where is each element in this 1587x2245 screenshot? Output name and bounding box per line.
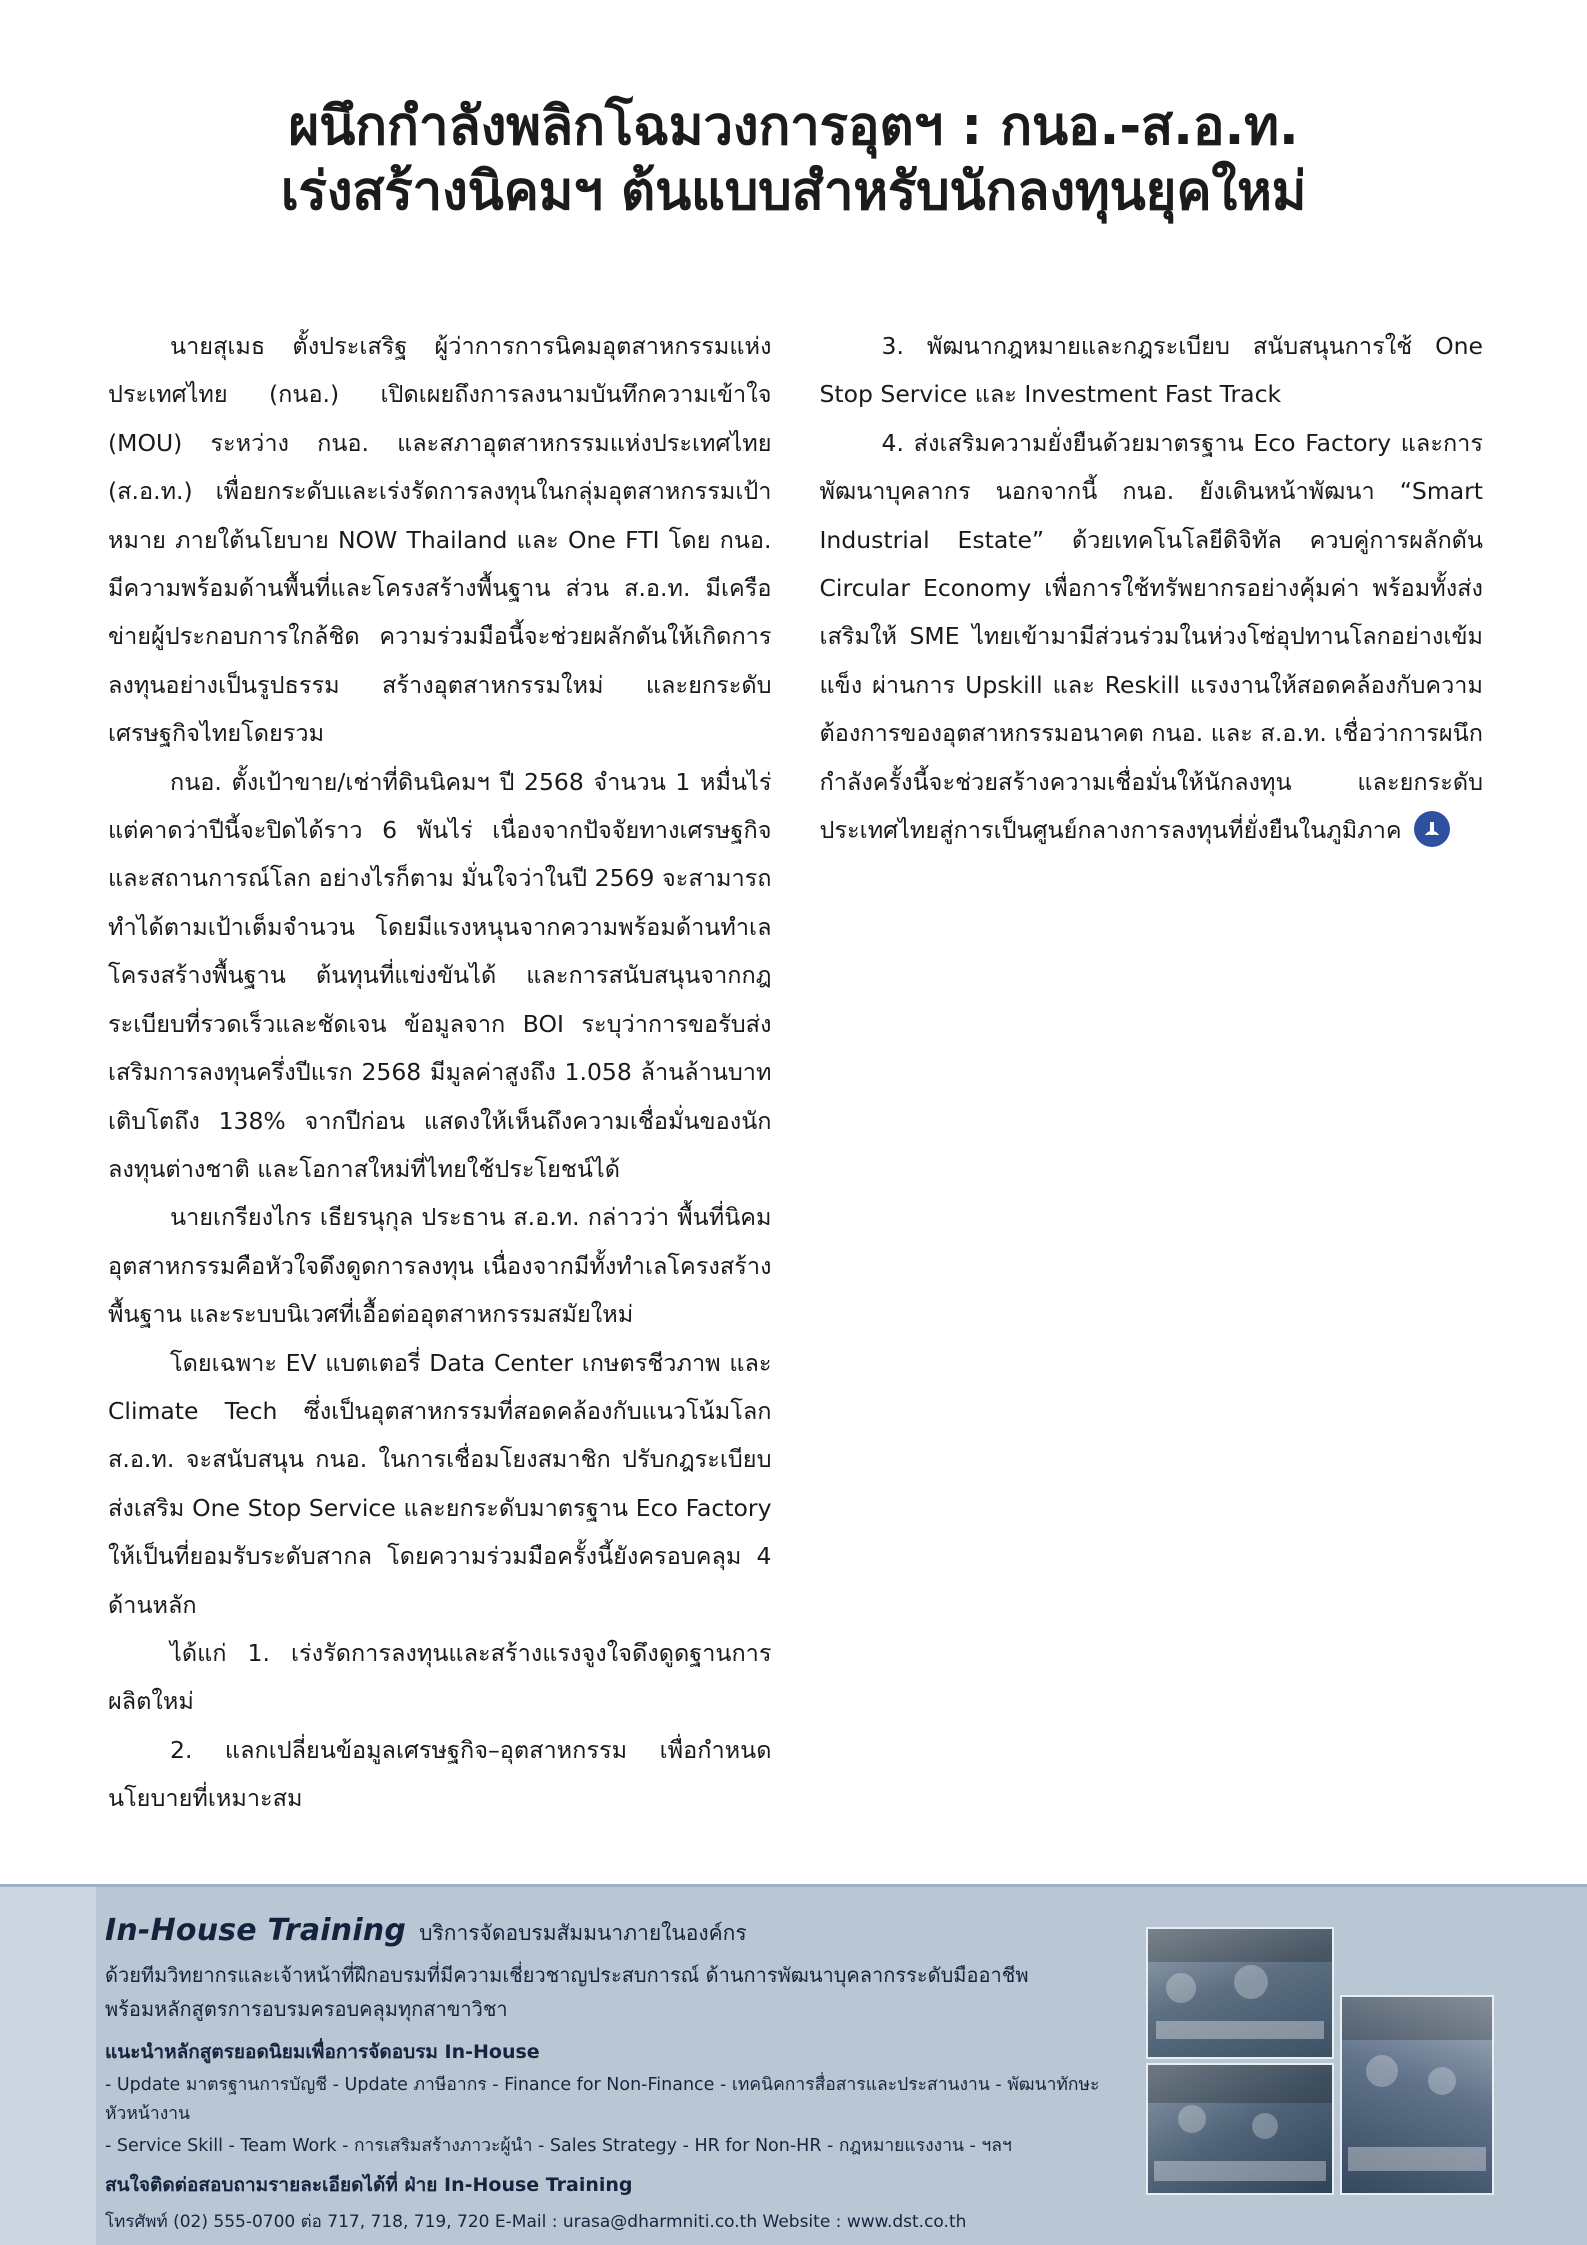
title-line-1: ผนึกกำลังพลิกโฉมวงการอุตฯ : กนอ.-ส.อ.ท. [288, 96, 1299, 157]
page-title [0, 0, 1587, 224]
publisher-logo-icon [1414, 811, 1450, 847]
paragraph: โดยเฉพาะ EV แบตเตอรี่ Data Center เกษตรชีวภาพ และ Climate Tech ซึ่งเป็นอุตสาหกรรมที่สอดคล้องกับแนวโน้มโลก ส.อ.ท. จะสนับสนุน กนอ. ในการเชื่อมโยงสมาชิก ปรับกฎระเบียบ ส่งเสริม One Stop Service และยกระดับมาตรฐาน Eco Factory ให้เป็นที่ยอมรับระดับสากล โดยความร่วมมือครั้งนี้ยังครอบคลุม 4 ด้านหลัก [108, 1348, 772, 1619]
ad-contact[interactable]: โทรศัพท์ (02) 555-0700 ต่อ 717, 718, 719, 720 E-Mail : urasa@dharmniti.co.th Website : www.dst.co.th [105, 2212, 967, 2233]
training-photo-1 [1146, 1927, 1334, 2059]
ad-lead-line-1: ด้วยทีมวิทยากรและเจ้าหน้าที่ฝึกอบรมที่มีความเชี่ยวชาญประสบการณ์ ด้านการพัฒนาบุคลากรระดับมืออาชีพ [105, 1963, 1029, 1987]
paragraph: 2. แลกเปลี่ยนข้อมูลเศรษฐกิจ–อุตสาหกรรม เพื่อกำหนดนโยบายที่เหมาะสม [108, 1735, 772, 1813]
ad-content [105, 1913, 1125, 2235]
paragraph-last [820, 419, 1484, 855]
ad-cta: สนใจติดต่อสอบถามรายละเอียดได้ที่ ฝ่าย In-House Training [105, 2174, 633, 2197]
training-photo-2 [1146, 2063, 1334, 2195]
ad-subhead: แนะนำหลักสูตรยอดนิยมเพื่อการจัดอบรม In-House [105, 2041, 540, 2064]
training-photo-3 [1340, 1995, 1494, 2195]
paragraph-text: 4. ส่งเสริมความยั่งยืนด้วยมาตรฐาน Eco Factory และการพัฒนาบุคลากร นอกจากนี้ กนอ. ยังเดินหน้าพัฒนา “Smart Industrial Estate” ด้วยเทคโนโลยีดิจิทัล ควบคู่การผลักดัน Circular Economy เพื่อการใช้ทรัพยากรอย่างคุ้มค่า พร้อมทั้งส่งเสริมให้ SME ไทยเข้ามามีส่วนร่วมในห่วงโซ่อุปทานโลกอย่างเข้มแข็ง ผ่านการ Upskill และ Reskill แรงงานให้สอดคล้องกับความต้องการของอุตสาหกรรมอนาคต กนอ. และ ส.อ.ท. เชื่อว่าการผนึกกำลังครั้งนี้จะช่วยสร้างความเชื่อมั่นให้นักลงทุน และยกระดับประเทศไทยสู่การเป็นศูนย์กลางการลงทุนที่ยั่งยืนในภูมิภาค [819, 428, 1483, 845]
ad-course-line-2: - Service Skill - Team Work - การเสริมสร้างภาวะผู้นำ - Sales Strategy - HR for Non-HR - กฎหมายแรงงาน - ฯลฯ [105, 2135, 1012, 2156]
article-body [108, 322, 1483, 1852]
ad-title-subtitle: บริการจัดอบรมสัมมนาภายในองค์กร [419, 1921, 747, 1945]
paragraph: ได้แก่ 1. เร่งรัดการลงทุนและสร้างแรงจูงใจดึงดูดฐานการผลิตใหม่ [108, 1638, 772, 1716]
ad-side-strip [0, 1887, 96, 2245]
paragraph: นายเกรียงไกร เธียรนุกุล ประธาน ส.อ.ท. กล่าวว่า พื้นที่นิคมอุตสาหกรรมคือหัวใจดึงดูดการลงทุน เนื่องจากมีทั้งทำเลโครงสร้างพื้นฐาน และระบบนิเวศที่เอื้อต่ออุตสาหกรรมสมัยใหม่ [108, 1203, 772, 1329]
ad-title: In-House Training [105, 1913, 407, 1948]
ad-lead-line-2: พร้อมหลักสูตรการอบรมครอบคลุมทุกสาขาวิชา [105, 1996, 508, 2021]
in-house-training-ad [0, 1884, 1587, 2245]
paragraph: 3. พัฒนากฎหมายและกฎระเบียบ สนับสนุนการใช้ One Stop Service และ Investment Fast Track [819, 332, 1483, 409]
ad-heading-row [105, 1913, 1125, 1950]
paragraph: กนอ. ตั้งเป้าขาย/เช่าที่ดินนิคมฯ ปี 2568 จำนวน 1 หมื่นไร่ แต่คาดว่าปีนี้จะปิดได้ราว 6 พันไร่ เนื่องจากปัจจัยทางเศรษฐกิจและสถานการณ์โลก อย่างไรก็ตาม มั่นใจว่าในปี 2569 จะสามารถทำได้ตามเป้าเต็มจำนวน โดยมีแรงหนุนจากความพร้อมด้านทำเลโครงสร้างพื้นฐาน ต้นทุนที่แข่งขันได้ และการสนับสนุนจากกฎระเบียบที่รวดเร็วและชัดเจน ข้อมูลจาก BOI ระบุว่าการขอรับส่งเสริมการลงทุนครึ่งปีแรก 2568 มีมูลค่าสูงถึง 1.058 ล้านล้านบาท เติบโตถึง 138% จากปีก่อน แสดงให้เห็นถึงความเชื่อมั่นของนักลงทุนต่างชาติ และโอกาสใหม่ที่ไทยใช้ประโยชน์ได้ [108, 767, 772, 1183]
ad-course-line-1: - Update มาตรฐานการบัญชี - Update ภาษีอากร - Finance for Non-Finance - เทคนิคการสื่อสารและประสานงาน - พัฒนาทักษะหัวหน้างาน [105, 2075, 1100, 2124]
paragraph: นายสุเมธ ตั้งประเสริฐ ผู้ว่าการการนิคมอุตสาหกรรมแห่งประเทศไทย (กนอ.) เปิดเผยถึงการลงนามบันทึกความเข้าใจ (MOU) ระหว่าง กนอ. และสภาอุตสาหกรรมแห่งประเทศไทย (ส.อ.ท.) เพื่อยกระดับและเร่งรัดการลงทุนในกลุ่มอุตสาหกรรมเป้าหมาย ภายใต้นโยบาย NOW Thailand และ One FTI โดย กนอ. มีความพร้อมด้านพื้นที่และโครงสร้างพื้นฐาน ส่วน ส.อ.ท. มีเครือข่ายผู้ประกอบการใกล้ชิด ความร่วมมือนี้จะช่วยผลักดันให้เกิดการลงทุนอย่างเป็นรูปธรรม สร้างอุตสาหกรรมใหม่ และยกระดับเศรษฐกิจไทยโดยรวม [108, 332, 772, 748]
title-line-2: เร่งสร้างนิคมฯ ต้นแบบสำหรับนักลงทุนยุคใหม่ [280, 160, 1307, 222]
